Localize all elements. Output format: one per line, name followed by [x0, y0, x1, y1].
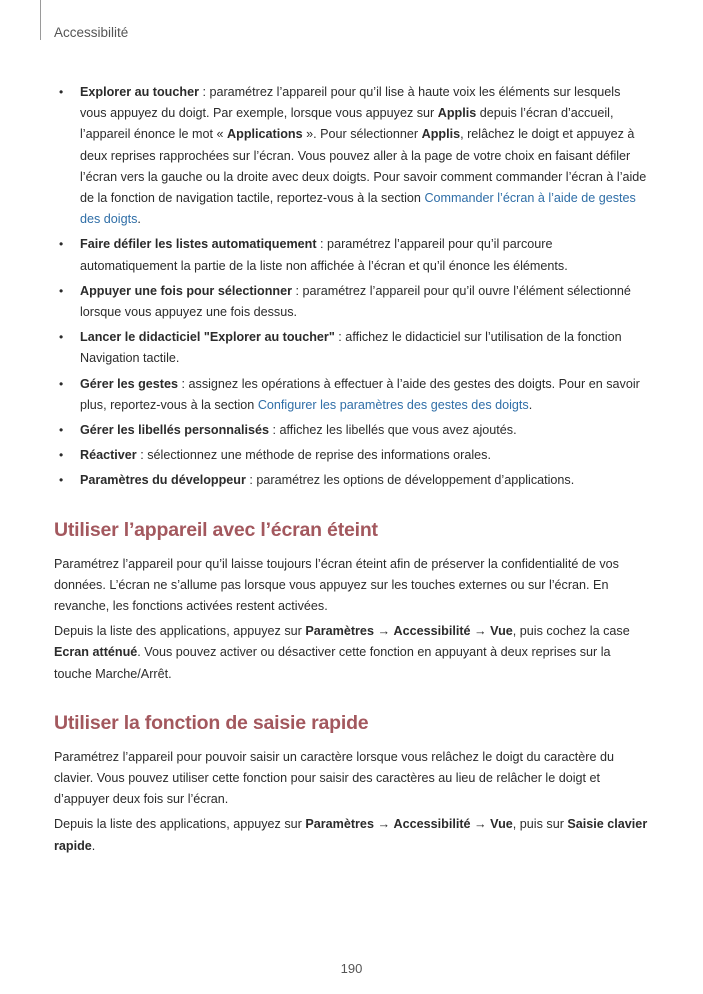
- list-item: [54, 420, 648, 441]
- bullet-icon: •: [59, 283, 64, 298]
- option-name: Gérer les gestes: [80, 376, 179, 391]
- option-text: : paramétrez l’appareil pour qu’il parcoure automatiquement la partie de la liste non affichée à l’écran et qu’il énonce les éléments.: [80, 237, 568, 273]
- punctuation: .: [137, 212, 141, 227]
- list-item: [54, 445, 648, 466]
- arrow: →: [470, 817, 491, 832]
- option-name: Gérer les libellés personnalisés: [80, 423, 270, 438]
- list-item: [54, 327, 648, 369]
- ui-term: Applications: [227, 127, 303, 142]
- option-text: , relâchez le doigt et appuyez à deux reprises rapprochées sur l’écran. Vous pouvez aller à la page de votre choix en faisant défiler l’écran vers la gauche ou la droite avec deux doigts. Pour savoir comment commander l’écran à l’aide de la fonction de navigation tactile, reportez-vous à la section: [80, 127, 647, 206]
- section-heading: Utiliser la fonction de saisie rapide: [54, 711, 369, 734]
- ui-term: Accessibilité: [393, 817, 471, 832]
- bullet-icon: •: [59, 237, 64, 252]
- option-name: Paramètres du développeur: [80, 473, 246, 488]
- options-list: [54, 82, 648, 492]
- page-content: [54, 82, 648, 861]
- list-item: [54, 234, 648, 276]
- bullet-icon: •: [59, 423, 64, 438]
- ui-term: Saisie clavier rapide: [54, 817, 648, 853]
- ui-term: Accessibilité: [393, 624, 471, 639]
- text: Depuis la liste des applications, appuyez sur: [54, 624, 306, 639]
- page-number: 190: [340, 961, 363, 976]
- ui-term: Vue: [490, 817, 513, 832]
- text: .: [91, 838, 96, 853]
- ui-term: Ecran atténué: [54, 645, 138, 660]
- ui-term: Paramètres: [305, 817, 374, 832]
- ui-term: Applis: [437, 106, 477, 121]
- arrow: →: [470, 624, 491, 639]
- text: Depuis la liste des applications, appuyez sur: [54, 817, 306, 832]
- punctuation: .: [528, 397, 533, 412]
- list-item: [54, 374, 648, 416]
- text: . Vous pouvez activer ou désactiver cette fonction en appuyant à deux reprises sur la touche Marche/Arrêt.: [54, 645, 611, 681]
- text: , puis cochez la case: [512, 624, 630, 639]
- bullet-icon: •: [59, 376, 64, 391]
- option-name: Faire défiler les listes automatiquement: [80, 237, 317, 252]
- bullet-icon: •: [59, 85, 64, 99]
- arrow: →: [373, 817, 394, 832]
- section-link[interactable]: Configurer les paramètres des gestes des doigts: [257, 397, 529, 412]
- option-text: : affichez le didacticiel sur l’utilisation de la fonction Navigation tactile.: [80, 330, 622, 366]
- ui-term: Paramètres: [305, 624, 374, 639]
- option-name: Explorer au toucher: [80, 85, 199, 99]
- section-link[interactable]: Commander l’écran à l’aide de gestes des doigts: [80, 191, 636, 227]
- list-item: [54, 281, 648, 323]
- header-rule: [40, 0, 41, 40]
- paragraph: [54, 814, 648, 856]
- paragraph: Paramétrez l’appareil pour qu’il laisse toujours l’écran éteint afin de préserver la confidentialité de vos données. L’écran ne s’allume pas lorsque vous appuyez sur les touches externes ou sur l’écran. En revanche, les fonctions activées restent activées.: [54, 556, 619, 614]
- bullet-icon: •: [59, 330, 64, 345]
- text: , puis sur: [512, 817, 568, 832]
- section-heading: Utiliser l’appareil avec l’écran éteint: [54, 518, 378, 541]
- ui-term: Vue: [490, 624, 513, 639]
- option-text: ». Pour sélectionner: [302, 127, 422, 142]
- option-text: : sélectionnez une méthode de reprise des informations orales.: [136, 448, 491, 463]
- paragraph: [54, 621, 648, 685]
- option-text: : assignez les opérations à effectuer à l’aide des gestes des doigts. Pour en savoir plus, reportez-vous à la section: [80, 376, 640, 412]
- list-item: [54, 82, 648, 230]
- bullet-icon: •: [59, 448, 64, 463]
- option-text: depuis l’écran d’accueil, l’appareil énonce le mot «: [80, 106, 614, 142]
- option-text: : paramétrez l’appareil pour qu’il ouvre l’élément sélectionné lorsque vous appuyez une fois dessus.: [80, 283, 631, 320]
- bullet-icon: •: [59, 473, 64, 488]
- option-text: : paramétrez les options de développement d’applications.: [245, 473, 575, 488]
- option-text: : affichez les libellés que vous avez ajoutés.: [269, 423, 517, 438]
- option-name: Réactiver: [80, 448, 137, 463]
- arrow: →: [373, 624, 394, 639]
- list-item: [54, 470, 648, 491]
- running-header: Accessibilité: [54, 25, 129, 40]
- option-name: Lancer le didacticiel "Explorer au toucher": [80, 330, 335, 345]
- ui-term: Applis: [421, 127, 461, 142]
- option-text: : paramétrez l’appareil pour qu’il lise à haute voix les éléments sur lesquels vous appuyez du doigt. Par exemple, lorsque vous appuyez sur: [80, 85, 621, 121]
- option-name: Appuyer une fois pour sélectionner: [80, 283, 293, 298]
- paragraph: Paramétrez l’appareil pour pouvoir saisir un caractère lorsque vous relâchez le doigt du caractère du clavier. Vous pouvez utiliser cette fonction pour saisir des caractères au lieu de relâcher le doigt et d’appuyer deux fois sur l’écran.: [54, 749, 615, 807]
